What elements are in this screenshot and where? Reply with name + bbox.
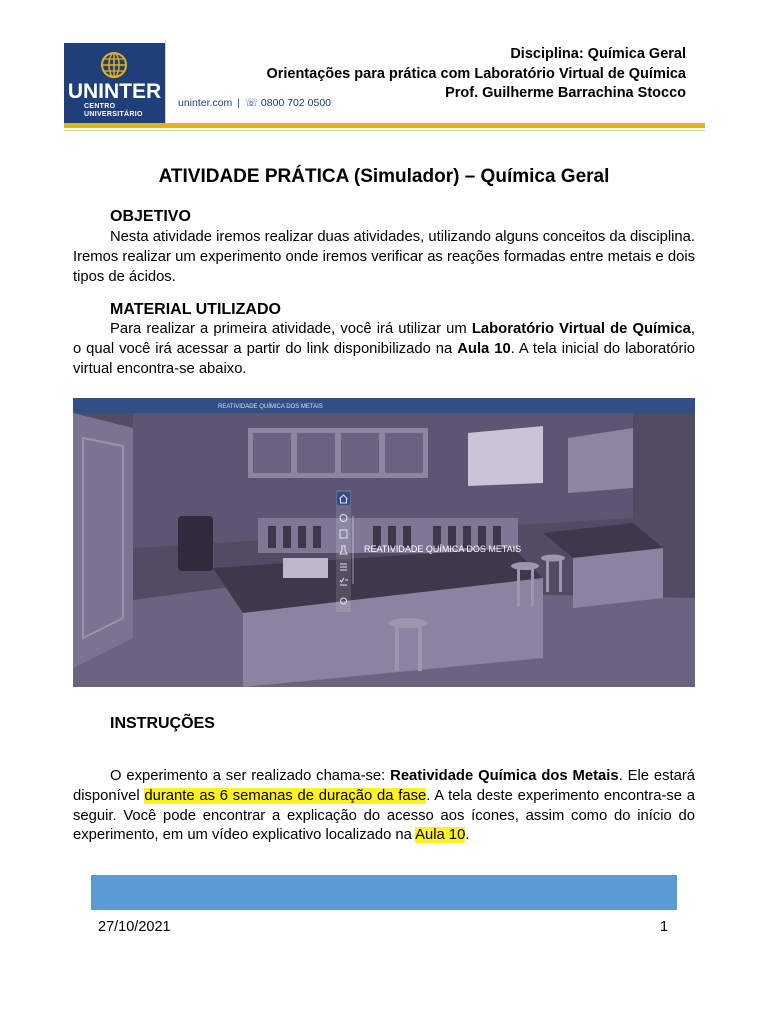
material-bold-lab: Laboratório Virtual de Química	[471, 321, 691, 337]
separator-icon: |	[237, 97, 240, 109]
header-gold-thin-rule	[64, 130, 705, 131]
instrucoes-text-1: O experimento a ser realizado chama-se:	[110, 768, 391, 784]
material-paragraph	[73, 320, 695, 379]
material-heading: MATERIAL UTILIZADO	[110, 301, 281, 318]
orientation-line: Orientações para prática com Laboratório Virtual de Química	[266, 65, 686, 82]
material-bold-aula: Aula 10	[457, 340, 511, 357]
material-text-2: , o qual você irá acessar a partir do link disponibilizado na	[73, 321, 695, 357]
phone-number: 0800 702 0500	[260, 97, 331, 109]
lab-center-title: REATIVIDADE QUÍMICA DOS METAIS	[364, 544, 522, 554]
page-number: 1	[660, 919, 669, 935]
globe-icon	[100, 51, 128, 79]
instrucoes-heading: INSTRUÇÕES	[110, 715, 215, 732]
virtual-lab-screenshot	[73, 398, 695, 687]
logo-sub-line1: CENTRO	[84, 103, 116, 110]
instrucoes-text-3: . A tela deste experimento encontra-se a seguir. Você pode encontrar a explicação do acesso aos ícones, assim como do início do experimento, em um vídeo explicativo localizado na	[73, 787, 695, 844]
phone-icon: ☏	[244, 97, 258, 109]
instrucoes-text-2: . Ele estará disponível	[73, 768, 695, 804]
instrucoes-paragraph	[73, 767, 695, 846]
instrucoes-text-4: .	[465, 827, 470, 844]
lab-scene	[73, 398, 695, 687]
header-info	[266, 45, 686, 104]
header-divider	[165, 40, 166, 128]
highlight-aula: Aula 10	[415, 827, 466, 844]
header-gold-rule	[64, 123, 705, 128]
logo-wordmark: UNINTER	[67, 80, 162, 103]
material-text-1: Para realizar a primeira atividade, você irá utilizar um	[110, 321, 472, 337]
logo-sub-line2: UNIVERSITÁRIO	[84, 111, 143, 118]
footer-blue-band	[91, 875, 677, 910]
page-title: ATIVIDADE PRÁTICA (Simulador) – Química Geral	[158, 166, 610, 187]
discipline-line: Disciplina: Química Geral	[510, 46, 686, 62]
objetivo-heading: OBJETIVO	[110, 208, 191, 225]
footer-date: 27/10/2021	[98, 919, 171, 935]
highlight-duration: durante as 6 semanas de duração da fase	[144, 787, 427, 804]
uninter-logo	[64, 43, 165, 128]
instrucoes-bold-experiment: Reatividade Química dos Metais	[390, 768, 619, 784]
logo-subtitle	[84, 103, 143, 119]
lab-top-label: REATIVIDADE QUÍMICA DOS METAIS	[218, 404, 323, 410]
site-link[interactable]: uninter.com	[178, 97, 233, 109]
material-text-3: . A tela inicial do laboratório virtual encontra-se abaixo.	[73, 340, 695, 377]
professor-line: Prof. Guilherme Barrachina Stocco	[445, 85, 686, 101]
document-header	[0, 40, 768, 136]
objetivo-paragraph: Nesta atividade iremos realizar duas atividades, utilizando alguns conceitos da disciplina. Iremos realizar um experimento onde iremos verificar as reações formadas entre metais e dois tipos de ácidos.	[73, 229, 695, 285]
